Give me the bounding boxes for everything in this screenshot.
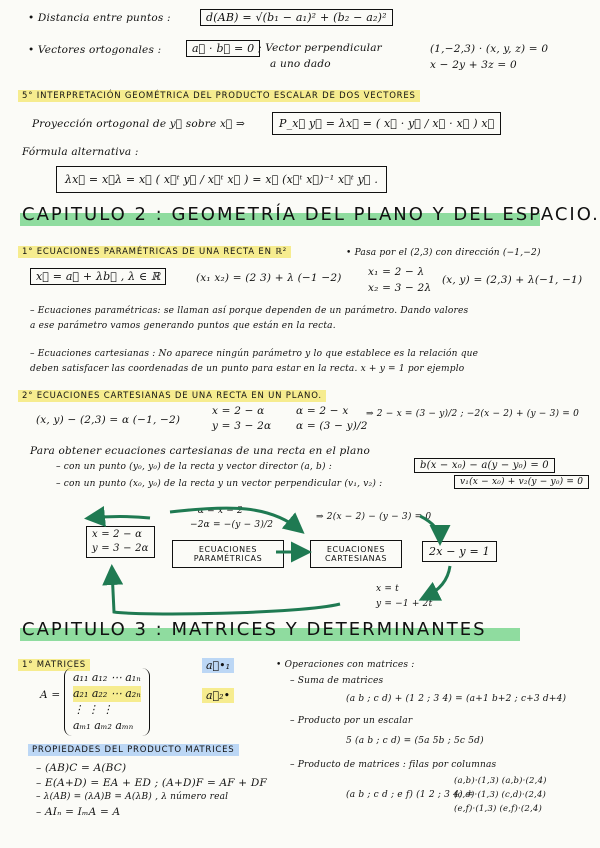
- matrix-row3: ⋮ ⋮ ⋮: [73, 703, 113, 716]
- param-desc1: – Ecuaciones paramétricas: se llaman así porque dependen de un parámetro. Dando valores: [30, 306, 469, 316]
- diag-bottom-sys1: x = t: [376, 584, 399, 594]
- chapter3-sec1-heading: 1° MATRICES: [18, 659, 90, 671]
- cart-alpha2: α = (3 − y)/2: [296, 420, 368, 432]
- diag-top-sys2: −2α = −(y − 3)/2: [190, 520, 274, 530]
- row-tag: a⃗₂•: [202, 688, 234, 703]
- diag-param-sys1: x = 2 − α: [92, 529, 143, 540]
- prop2: – E(A+D) = EA + ED ; (A+D)F = AF + DF: [36, 777, 267, 789]
- pasa-note: • Pasa por el (2,3) con dirección (−1,−2): [346, 248, 541, 258]
- producto-r1: (a,b)·(1,3) (a,b)·(2,4): [454, 776, 547, 786]
- cart-alpha1: α = 2 − x: [296, 405, 349, 417]
- con-punto-perp-formula: v₁(x − x₀) + v₂(y − y₀) = 0: [454, 475, 589, 489]
- col-tag: a⃗•₁: [202, 658, 234, 673]
- param-desc2: a ese parámetro vamos generando puntos que están en la recta.: [30, 321, 336, 331]
- param-matrix: (x₁ x₂) = (2 3) + λ (−1 −2): [196, 272, 342, 284]
- diag-param-sys2: y = 3 − 2α: [92, 543, 149, 554]
- prop1: – (AB)C = A(BC): [36, 762, 127, 774]
- producto-r3: (e,f)·(1,3) (e,f)·(2,4): [454, 804, 543, 814]
- chapter2-sec2-heading: 2° ECUACIONES CARTESIANAS DE UNA RECTA EN UN PLANO.: [18, 390, 326, 402]
- arrow-return: [112, 570, 340, 614]
- con-punto-perp: – con un punto (x₀, y₀) de la recta y un vector perpendicular (v₁, v₂) :: [56, 479, 383, 489]
- distancia-label: • Distancia entre puntos :: [28, 12, 171, 24]
- diag-top-result: ⇒ 2(x − 2) − (y − 3) = 0: [316, 512, 432, 522]
- alternativa-label: Fórmula alternativa :: [22, 146, 139, 158]
- arrow-eq-down: [424, 566, 450, 598]
- suma-formula: (a b ; c d) + (1 2 ; 3 4) = (a+1 b+2 ; c+3 d+4): [346, 694, 567, 704]
- diag-box-eq: 2x − y = 1: [422, 541, 497, 562]
- escalar-label: – Producto por un escalar: [290, 716, 413, 726]
- arrow-top-left: [90, 517, 150, 519]
- diag-box-cart: ECUACIONES CARTESIANAS: [310, 540, 402, 568]
- chapter2-title: CAPITULO 2 : GEOMETRÍA DEL PLANO Y DEL ESPACIO.: [22, 204, 600, 225]
- cart-desc1: – Ecuaciones cartesianas : No aparece ningún parámetro y lo que establece es la relación que: [30, 349, 479, 359]
- escalar-formula: 5 (a b ; c d) = (5a 5b ; 5c 5d): [346, 736, 484, 746]
- props-heading: PROPIEDADES DEL PRODUCTO MATRICES: [28, 744, 239, 756]
- example-line2: x − 2y + 3z = 0: [430, 59, 517, 71]
- producto-left: (a b ; c d ; e f) (1 2 ; 3 4) =: [346, 790, 474, 800]
- sys-x1: x₁ = 2 − λ: [368, 266, 425, 278]
- producto-r2: (c,d)·(1,3) (c,d)·(2,4): [454, 790, 547, 800]
- diag-top-sys1: −α = x − 2: [190, 506, 243, 516]
- cart-result: ⇒ 2 − x = (3 − y)/2 ; −2(x − 2) + (y − 3) = 0: [366, 409, 580, 419]
- diag-bottom-sys2: y = −1 + 2t: [376, 599, 433, 609]
- sys-right: (x, y) = (2,3) + λ(−1, −1): [442, 274, 583, 286]
- prop4: – AIₙ = IₘA = A: [36, 806, 121, 818]
- producto-label: – Producto de matrices : filas por columnas: [290, 760, 497, 770]
- alternativa-formula: λx⃗ = x⃗λ = x⃗ ( x⃗ᵗ y⃗ / x⃗ᵗ x⃗ ) = x⃗ (x⃗ᵗ x⃗)⁻¹ x⃗ᵗ y⃗ .: [56, 166, 387, 193]
- matrix-row4: aₘ₁ aₘ₂ aₘₙ: [73, 719, 134, 732]
- cart-sys1: x = 2 − α: [212, 405, 265, 417]
- arrow-right-down: [420, 516, 440, 540]
- cart-desc2: deben satisfacer las coordenadas de un punto para estar en la recta. x + y = 1 por ejemplo: [30, 364, 465, 374]
- vectores-label: • Vectores ortogonales :: [28, 44, 162, 56]
- ops-heading: • Operaciones con matrices :: [276, 660, 415, 670]
- chapter3-title: CAPITULO 3 : MATRICES Y DETERMINANTES: [22, 619, 487, 640]
- prop3: – λ(AB) = (λA)B = A(λB) , λ número real: [36, 792, 229, 802]
- vectores-formula: a⃗ · b⃗ = 0: [186, 40, 260, 57]
- vector-perp-note2: a uno dado: [270, 58, 331, 70]
- vector-perp-note: ; Vector perpendicular: [258, 42, 382, 54]
- diag-box-param: ECUACIONES PARAMÉTRICAS: [172, 540, 284, 568]
- proyeccion-formula: P_x⃗ y⃗ = λx⃗ = ( x⃗ · y⃗ / x⃗ · x⃗ ) x⃗: [272, 112, 501, 135]
- interp-heading: 5° INTERPRETACIÓN GEOMÉTRICA DEL PRODUCTO ESCALAR DE DOS VECTORES: [18, 90, 420, 102]
- proyeccion-label: Proyección ortogonal de y⃗ sobre x⃗ ⇒: [32, 118, 245, 130]
- obtener-line: Para obtener ecuaciones cartesianas de una recta en el plano: [30, 445, 370, 457]
- arrow-top-right: [170, 508, 300, 530]
- distancia-formula: d(AB) = √(b₁ − a₁)² + (b₂ − a₂)²: [200, 9, 393, 26]
- con-punto-vector-formula: b(x − x₀) − a(y − y₀) = 0: [414, 458, 555, 473]
- matrix-row2: a₂₁ a₂₂ ⋯ a₂ₙ: [73, 687, 141, 700]
- suma-label: – Suma de matrices: [290, 676, 384, 686]
- con-punto-vector: – con un punto (y₀, y₀) de la recta y vector director (a, b) :: [56, 462, 333, 472]
- cart-ex1: (x, y) − (2,3) = α (−1, −2): [36, 414, 181, 426]
- matrix-row1: a₁₁ a₁₂ ⋯ a₁ₙ: [73, 671, 141, 684]
- cart-sys2: y = 3 − 2α: [212, 420, 272, 432]
- matrix-a: [64, 668, 150, 736]
- param-formula: x⃗ = a⃗ + λb⃗ , λ ∈ ℝ: [30, 268, 166, 285]
- sys-x2: x₂ = 3 − 2λ: [368, 282, 432, 294]
- chapter2-sec1-heading: 1° ECUACIONES PARAMÉTRICAS DE UNA RECTA EN ℝ²: [18, 246, 291, 258]
- matrix-label: A =: [40, 689, 61, 701]
- example-line1: (1,−2,3) · (x, y, z) = 0: [430, 43, 549, 55]
